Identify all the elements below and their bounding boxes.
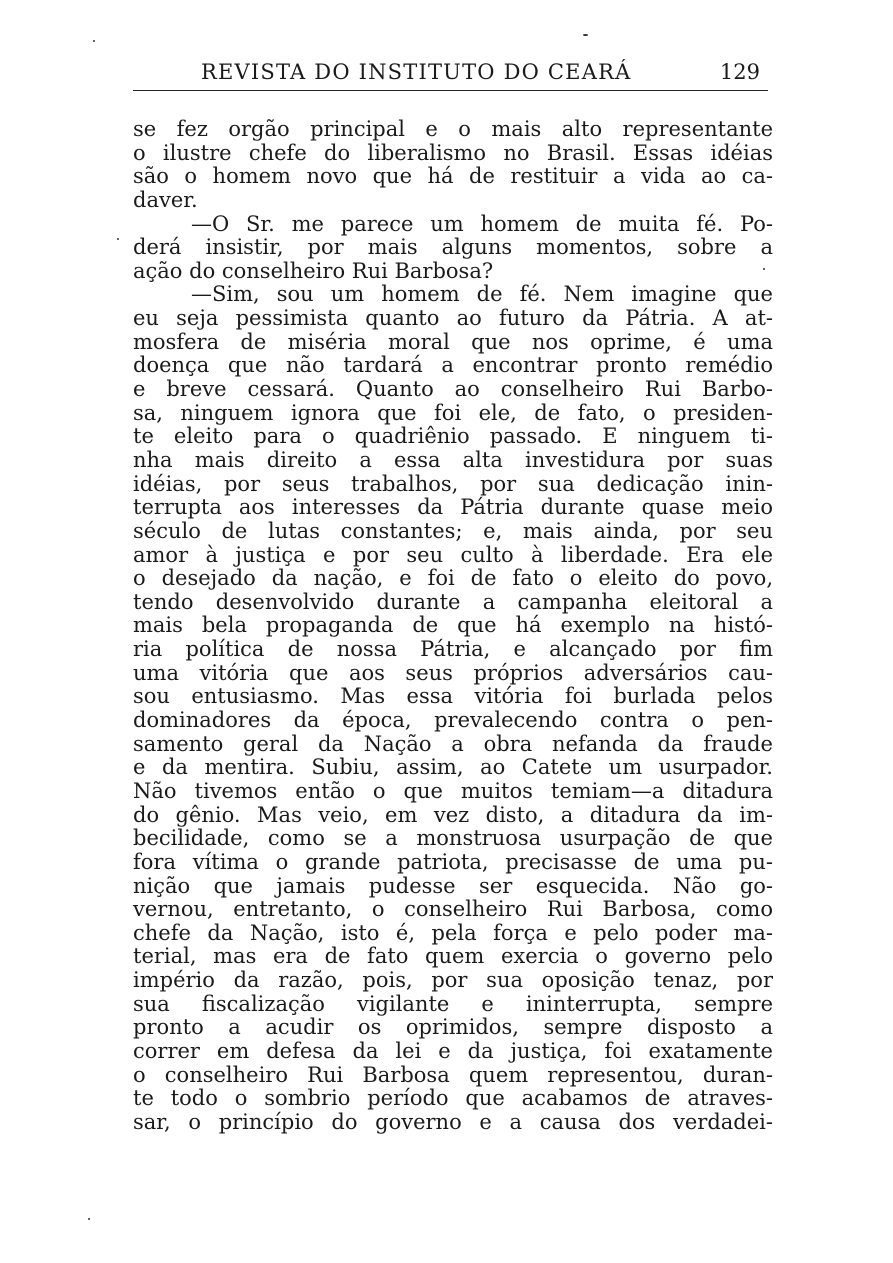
scan-speck	[763, 268, 765, 270]
text-line: sua fiscalização vigilante e ininterrupta, sempre	[133, 991, 773, 1016]
scan-speck	[117, 238, 119, 240]
text-line: o conselheiro Rui Barbosa quem representou, duran-	[133, 1062, 773, 1087]
text-line: se fez orgão principal e o mais alto representante	[133, 117, 773, 141]
text-line: são o homem novo que há de restituir a vida ao ca-	[133, 164, 773, 189]
journal-title: REVISTA DO INSTITUTO DO CEARÁ	[201, 60, 632, 84]
text-line: —O Sr. me parece um homem de muita fé. Po-	[191, 211, 773, 236]
text-line: nha mais direito a essa alta investidura por suas	[133, 447, 773, 472]
page-number: 129	[719, 60, 760, 84]
text-line: samento geral da Nação a obra nefanda da fraude	[133, 731, 773, 756]
text-line: derá insistir, por mais alguns momentos, sobre a	[133, 235, 773, 260]
text-line: tendo desenvolvido durante a campanha eleitoral a	[133, 589, 773, 614]
text-line: ria política de nossa Pátria, e alcançado por fim	[133, 637, 773, 662]
text-line: sou entusiasmo. Mas essa vitória foi burlada pelos	[133, 684, 773, 709]
text-line: sa, ninguem ignora que foi ele, de fato, o presiden-	[133, 400, 773, 425]
text-line: e breve cessará. Quanto ao conselheiro Rui Barbo-	[133, 377, 773, 402]
body-text	[133, 118, 773, 1135]
text-line: chefe da Nação, isto é, pela força e pelo poder ma-	[133, 920, 773, 945]
text-line: fora vítima o grande patriota, precisasse de uma pu-	[133, 849, 773, 874]
text-line: te eleito para o quadriênio passado. E ninguem ti-	[133, 424, 773, 449]
text-line: daver.	[133, 187, 198, 212]
text-line: eu seja pessimista quanto ao futuro da Pátria. A at-	[133, 306, 773, 331]
text-line: sar, o princípio do governo e a causa dos verdadei-	[133, 1109, 773, 1134]
text-line: império da razão, pois, por sua oposição tenaz, por	[133, 968, 773, 993]
text-line: terial, mas era de fato quem exercia o governo pelo	[133, 944, 773, 969]
text-line: o desejado da nação, e foi de fato o eleito do povo,	[133, 566, 773, 591]
text-line: nição que jamais pudesse ser esquecida. Não go-	[133, 873, 773, 898]
text-line: amor à justiça e por seu culto à liberdade. Era ele	[133, 542, 773, 567]
text-line: becilidade, como se a monstruosa usurpação de que	[133, 826, 773, 851]
text-line: pronto a acudir os oprimidos, sempre disposto a	[133, 1015, 773, 1040]
text-line: doença que não tardará a encontrar pronto remédio	[133, 353, 773, 378]
scan-speck	[93, 40, 95, 42]
text-line: o ilustre chefe do liberalismo no Brasil. Essas idéias	[133, 140, 773, 165]
text-line: idéias, por seus trabalhos, por sua dedicação inin-	[133, 471, 773, 496]
text-line: do gênio. Mas veio, em vez disto, a ditadura da im-	[133, 802, 773, 827]
text-line: ação do conselheiro Rui Barbosa?	[133, 258, 494, 283]
text-line: uma vitória que aos seus próprios adversários cau-	[133, 660, 773, 685]
text-line: século de lutas constantes; e, mais ainda, por seu	[133, 518, 773, 543]
text-line: e da mentira. Subiu, assim, ao Catete um usurpador.	[133, 755, 773, 780]
text-line: te todo o sombrio período que acabamos de atraves-	[133, 1086, 773, 1111]
text-line: correr em defesa da lei e da justiça, foi exatamente	[133, 1038, 773, 1063]
text-line: terrupta aos interesses da Pátria durante quase meio	[133, 495, 773, 520]
scan-speck	[88, 1218, 90, 1220]
text-line: dominadores da época, prevalecendo contra o pen-	[133, 708, 773, 733]
running-header	[133, 56, 768, 91]
text-line: mais bela propaganda de que há exemplo na histó-	[133, 613, 773, 638]
text-line: —Sim, sou um homem de fé. Nem imagine que	[191, 282, 773, 307]
text-line: Não tivemos então o que muitos temiam—a ditadura	[133, 778, 773, 803]
text-line: mosfera de miséria moral que nos oprime, é uma	[133, 329, 773, 354]
text-line: vernou, entretanto, o conselheiro Rui Barbosa, como	[133, 897, 773, 922]
scan-speck	[583, 34, 588, 36]
